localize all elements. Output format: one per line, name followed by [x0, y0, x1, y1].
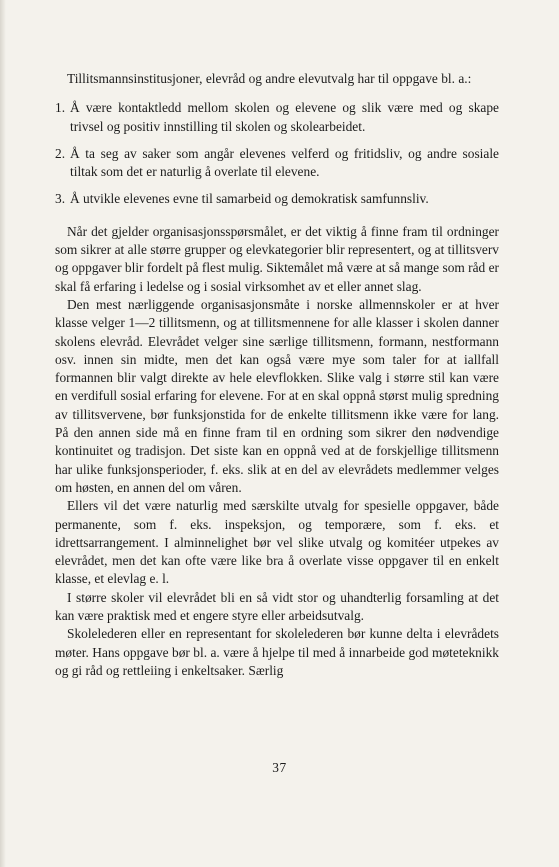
list-item-text: Å være kontaktledd mellom skolen og elevene og slik være med og skape trivsel og positiv innstilling til skolen og skolearbeidet.	[70, 100, 499, 134]
page-body	[55, 70, 499, 680]
body-paragraph: Ellers vil det være naturlig med særskilte utvalg for spesielle oppgaver, både permanente, som f. eks. inspeksjon, og temporære, som f. eks. et idrettsarrangement. I alminnelighet bør vel slike utvalg og komitéer utpekes av elevrådet, men det kan ofte være like bra å overlate visse oppgaver til en enkelt klasse, et elevlag e. l.	[55, 498, 499, 587]
body-paragraph: Den mest nærliggende organisasjonsmåte i norske allmennskoler er at hver klasse velger 1—2 tillitsmenn, og at tillitsmennene for alle klasser i skolen danner skolens elevråd. Elevrådet velger sine særlige tillitsmenn, formann, nestformann osv. innen sin midte, men det kan også være mye som taler for at iallfall formannen blir valgt direkte av hele elevflokken. Slike valg i større stil kan være en verdifull sosial erfaring for elevene. For at en skal oppnå størst mulig spredning av tillitsvervene, bør funksjonstida for de enkelte tillitsmenn ikke være for lang. På den annen side må en finne fram til en ordning som sikrer den nødvendige kontinuitet og tradisjon. Det siste kan en oppnå ved at de forskjellige tillitsmenn har ulike funksjonsperioder, f. eks. slik at en del av elevrådets medlemmer velges om høsten, en annen del om våren.	[55, 296, 499, 495]
list-item-text: Å utvikle elevenes evne til samarbeid og demokratisk samfunnsliv.	[70, 191, 429, 207]
intro-paragraph: Tillitsmannsinstitusjoner, elevråd og andre elevutvalg har til oppgave bl. a.:	[67, 71, 472, 86]
list-item	[55, 99, 499, 136]
list-item-text: Å ta seg av saker som angår elevenes velferd og fritidsliv, og andre sosiale tiltak som det er naturlig å overlate til elevene.	[70, 145, 499, 180]
body-paragraph: Når det gjelder organisasjonsspørsmålet, er det viktig å finne fram til ordninger som sikrer at alle større grupper og elevkategorier blir representert, og at tillitsverv og oppgaver blir fordelt på flest mulig. Siktemålet må være at så mange som råd er skal få erfaring i ledelse og i sosial virksomhet av et eller annet slag.	[55, 223, 499, 294]
list-item	[55, 190, 499, 208]
body-paragraph: Skolelederen eller en representant for skolelederen bør kunne delta i elevrådets møter. Hans oppgave bør bl. a. være å hjelpe til med å innarbeide god møteteknikk og gi råd og rettleiing i enkeltsaker. Særlig	[55, 626, 499, 678]
list-item-number: 3.	[55, 191, 66, 207]
list-item-number: 1.	[55, 100, 66, 116]
list-item	[55, 145, 499, 182]
page-number: 37	[272, 760, 287, 775]
list-item-number: 2.	[55, 145, 66, 161]
body-paragraph: I større skoler vil elevrådet bli en så vidt stor og uhandterlig forsamling at det kan være praktisk med et engere styre eller arbeidsutvalg.	[55, 589, 499, 624]
numbered-list	[55, 99, 499, 208]
scan-edge	[0, 0, 6, 867]
